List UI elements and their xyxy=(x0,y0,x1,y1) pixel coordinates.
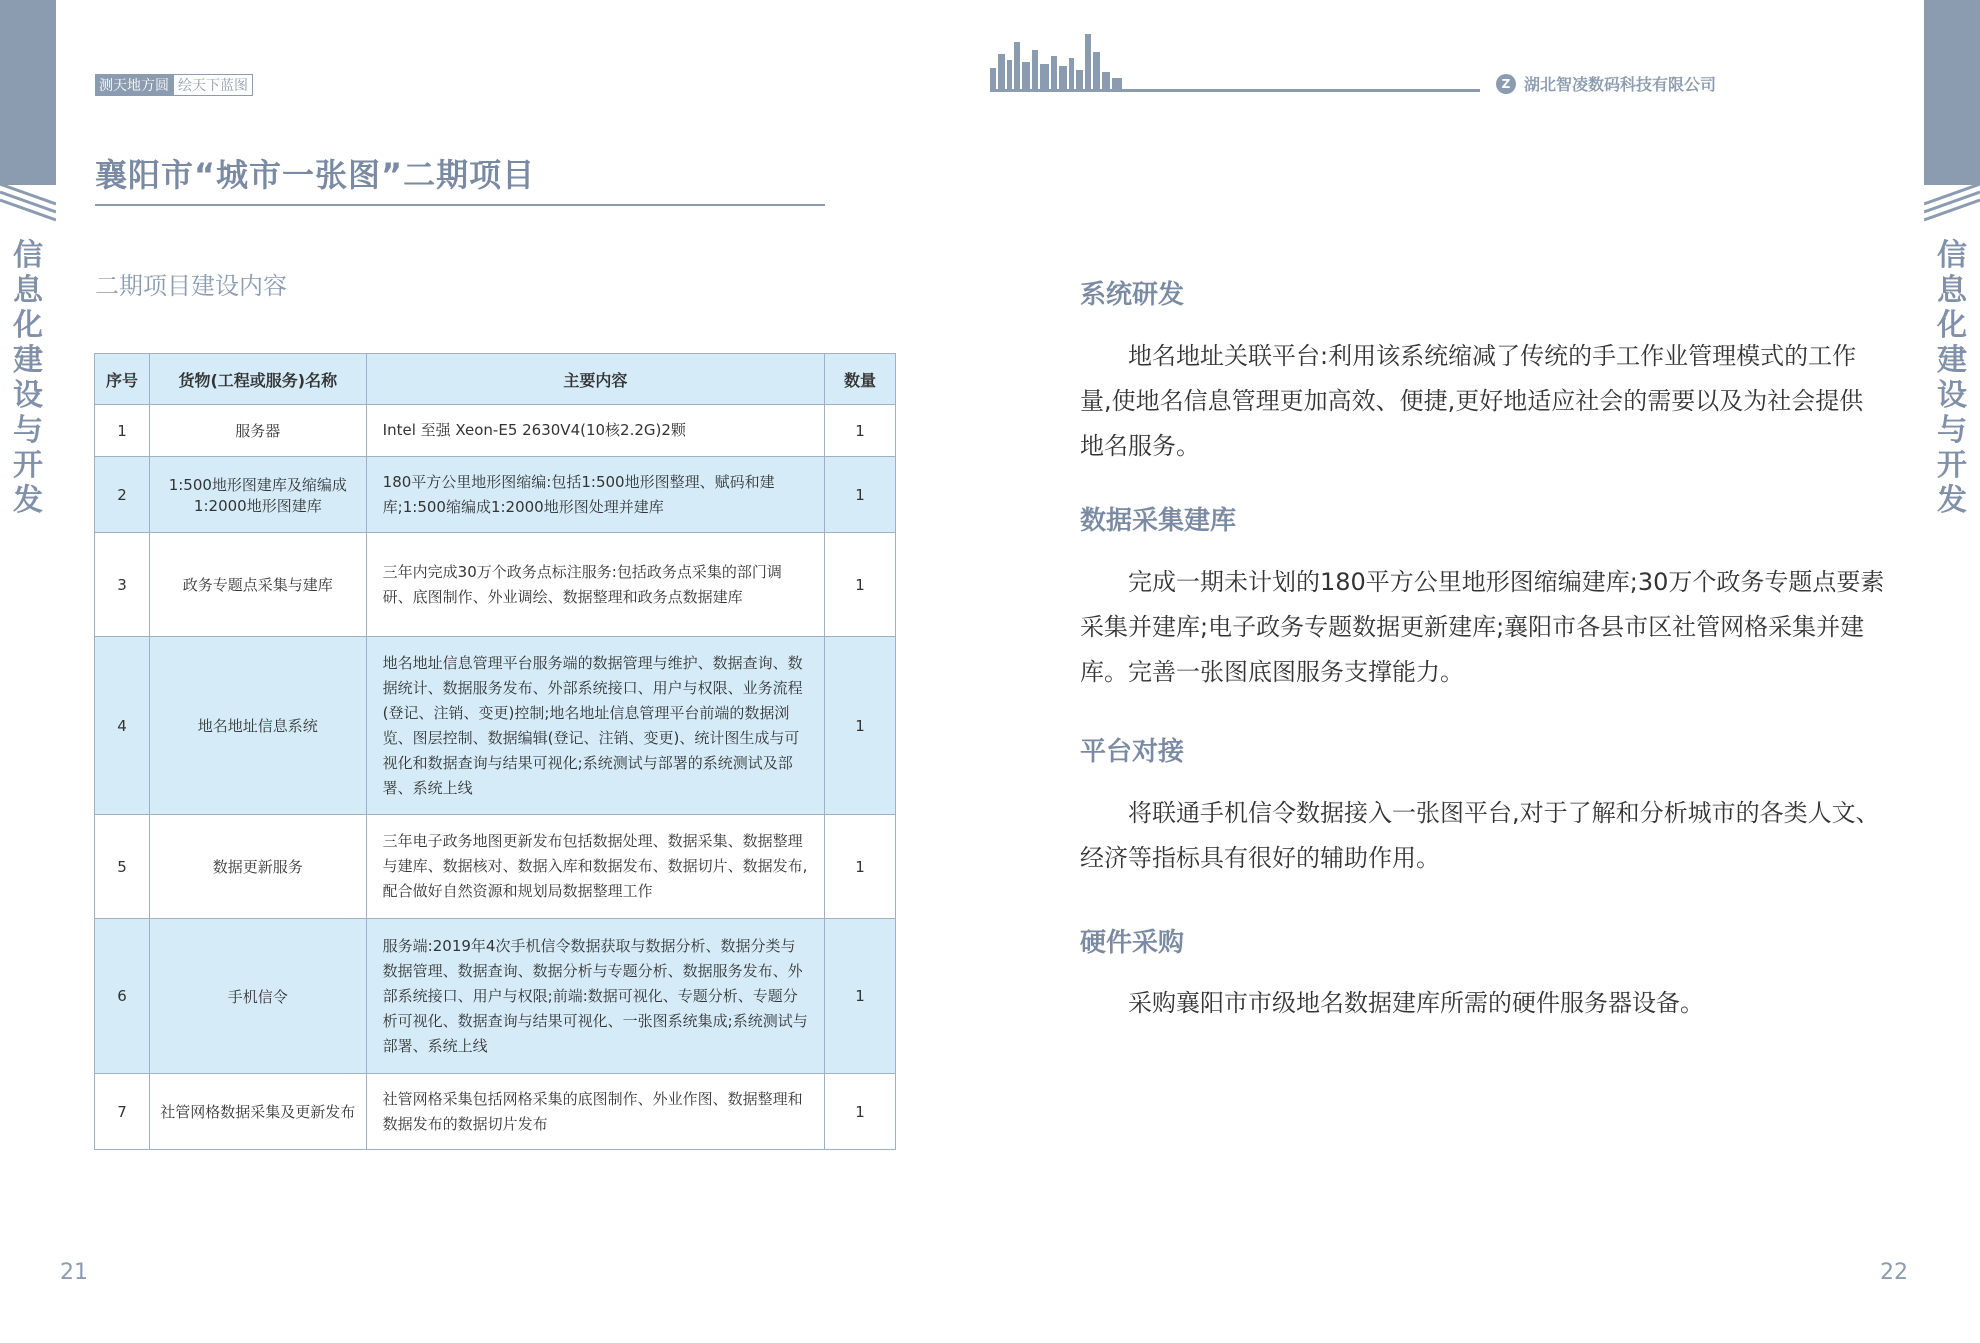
page-title: 襄阳市“城市一张图”二期项目 xyxy=(95,156,536,194)
title-rule xyxy=(95,204,825,206)
side-tab-stripes xyxy=(1924,180,1980,230)
table-header-row xyxy=(95,354,896,405)
company-brand xyxy=(1496,72,1716,95)
header-no: 序号 xyxy=(95,354,150,405)
table-row: 5 数据更新服务 三年电子政务地图更新发布包括数据处理、数据采集、数据整理与建库、数据核对、数据入库和数据发布、数据切片、数据发布,配合做好自然资源和规划局数据整理工作 1 xyxy=(95,815,896,919)
header-qty: 数量 xyxy=(825,354,896,405)
city-skyline-icon xyxy=(990,30,1490,100)
right-page xyxy=(990,0,1980,1343)
table-row: 3 政务专题点采集与建库 三年内完成30万个政务点标注服务:包括政务点采集的部门调研、底图制作、外业调绘、数据整理和政务点数据建库 1 xyxy=(95,533,896,637)
section-heading: 系统研发 xyxy=(1080,280,1185,310)
section-text: 将联通手机信令数据接入一张图平台,对于了解和分析城市的各类人文、经济等指标具有很好的辅助作用。 xyxy=(1080,799,1880,872)
section-text: 完成一期未计划的180平方公里地形图缩编建库;30万个政务专题点要素采集并建库;电子政务专题数据更新建库;襄阳市各县市区社管网格采集并建库。完善一张图底图服务支撑能力。 xyxy=(1080,568,1885,686)
header-content: 主要内容 xyxy=(366,354,824,405)
table-row: 7 社管网格数据采集及更新发布 社管网格采集包括网格采集的底图制作、外业作图、数据整理和数据发布的数据切片发布 1 xyxy=(95,1074,896,1150)
section-text: 地名地址关联平台:利用该系统缩减了传统的手工作业管理模式的工作量,使地名信息管理更加高效、便捷,更好地适应社会的需要以及为社会提供地名服务。 xyxy=(1080,342,1864,460)
page-number-right: 22 xyxy=(1880,1260,1908,1285)
section-heading: 数据采集建库 xyxy=(1080,506,1237,536)
table-row: 6 手机信令 服务端:2019年4次手机信令数据获取与数据分析、数据分类与数据管理、数据查询、数据分析与专题分析、数据服务发布、外部系统接口、用户与权限;前端:数据可视化、专题分析、专题分析可视化、数据查询与结果可视化、一张图系统集成;系统测试与部署、系统上线 1 xyxy=(95,919,896,1074)
section-heading: 平台对接 xyxy=(1080,737,1185,767)
company-name: 湖北智凌数码科技有限公司 xyxy=(1524,75,1717,94)
side-tab-band xyxy=(1924,0,1980,185)
section-text: 采购襄阳市市级地名数据建库所需的硬件服务器设备。 xyxy=(1128,989,1704,1017)
side-tab-stripes xyxy=(0,180,56,230)
side-tab-label: 信 息 化 建 设 与 开 发 xyxy=(1937,238,1967,518)
slogan: 测天地方圆 绘天下蓝图 xyxy=(95,74,253,96)
header-name: 货物(工程或服务)名称 xyxy=(149,354,366,405)
company-logo-icon: Z xyxy=(1496,74,1516,94)
project-table xyxy=(94,353,896,1150)
side-tab-band xyxy=(0,0,56,185)
table-row: 1 服务器 Intel 至强 Xeon-E5 2630V4(10核2.2G)2颗 1 xyxy=(95,405,896,457)
section-subtitle: 二期项目建设内容 xyxy=(95,272,287,300)
page-number-left: 21 xyxy=(60,1260,88,1285)
table-row: 4 地名地址信息系统 地名地址信息管理平台服务端的数据管理与维护、数据查询、数据统计、数据服务发布、外部系统接口、用户与权限、业务流程(登记、注销、变更)控制;地名地址信息管理平台前端的数据浏览、图层控制、数据编辑(登记、注销、变更)、统计图生成与可视化和数据查询与结果可视化;系统测试与部署的系统测试及部署、系统上线 1 xyxy=(95,637,896,815)
side-tab-right xyxy=(1924,0,1980,1343)
side-tab-left xyxy=(0,0,56,1343)
section-heading: 硬件采购 xyxy=(1080,928,1185,958)
side-tab-label: 信 息 化 建 设 与 开 发 xyxy=(13,238,43,518)
table-row: 2 1:500地形图建库及缩编成1:2000地形图建库 180平方公里地形图缩编:包括1:500地形图整理、赋码和建库;1:500缩编成1:2000地形图处理并建库 1 xyxy=(95,457,896,533)
